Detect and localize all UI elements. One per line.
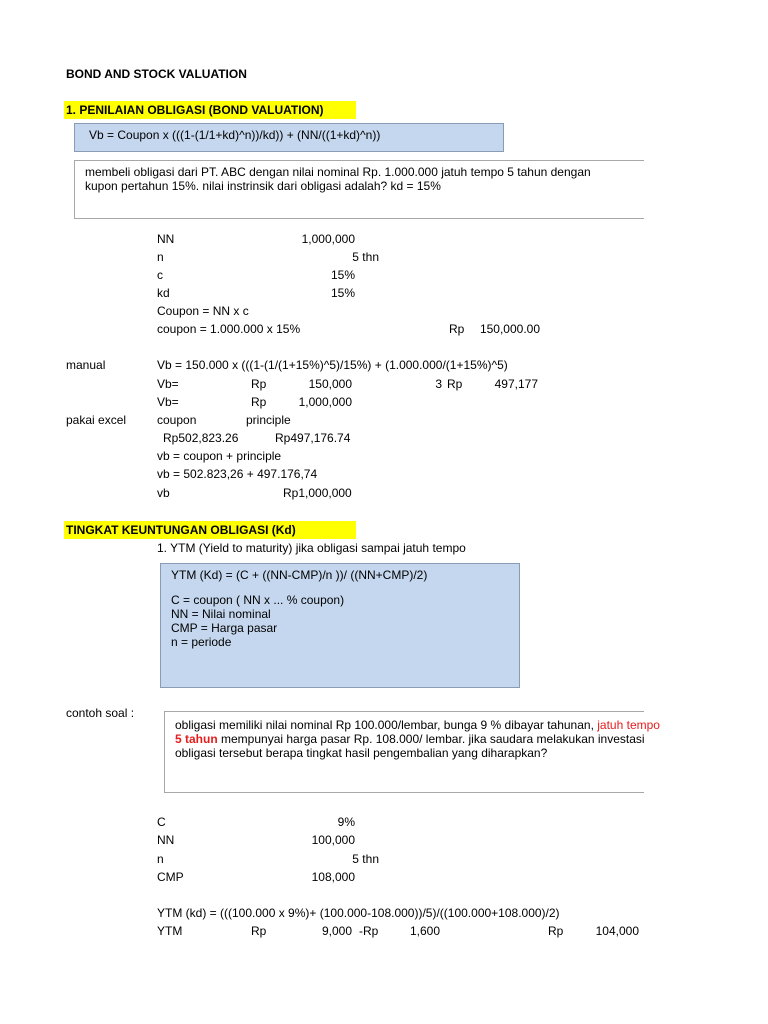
ytm-formula-line: CMP = Harga pasar: [171, 621, 278, 635]
currency-label: Rp: [251, 377, 267, 391]
example-line: [175, 718, 660, 732]
var-label: n: [157, 250, 164, 264]
currency-label: Rp: [251, 395, 267, 409]
problem-box: [74, 160, 644, 219]
currency-label: Rp: [447, 377, 463, 391]
ytm-value: 104,000: [595, 924, 639, 938]
vb-value: 497,177: [494, 377, 538, 391]
ytm-formula-box: [160, 563, 520, 688]
ytm-formula-line: C = coupon ( NN x ... % coupon): [171, 593, 345, 607]
var-label: CMP: [157, 870, 184, 884]
ytm-formula-line: NN = Nilai nominal: [171, 607, 271, 621]
var-value: 5 thn: [352, 852, 379, 866]
bond-formula: Vb = Coupon x (((1-(1/1+kd)^n))/kd)) + (NN/((1+kd)^n)): [89, 128, 381, 142]
var-label: C: [157, 815, 166, 829]
coupon-calculation: coupon = 1.000.000 x 15%: [157, 322, 301, 336]
example-label: contoh soal :: [66, 706, 135, 720]
excel-label: pakai excel: [66, 413, 127, 427]
vb-value: 150,000: [308, 377, 352, 391]
coupon-excel-value: Rp502,823.26: [163, 431, 239, 445]
vb-label: vb: [157, 486, 170, 500]
currency-label: Rp: [449, 322, 465, 336]
example-text: obligasi memiliki nilai nominal Rp 100.000/lembar, bunga 9 % dibayar tahunan,: [175, 718, 598, 732]
currency-label: -Rp: [359, 924, 379, 938]
section1-heading: 1. PENILAIAN OBLIGASI (BOND VALUATION): [66, 103, 324, 117]
var-label: NN: [157, 232, 175, 246]
manual-label: manual: [66, 358, 106, 372]
var-label: c: [157, 268, 163, 282]
problem-line: kupon pertahun 15%. nilai instrinsik dari obligasi adalah? kd = 15%: [85, 179, 441, 193]
problem-line: membeli obligasi dari PT. ABC dengan nilai nominal Rp. 1.000.000 jatuh tempo 5 tahun dengan: [85, 165, 591, 179]
coupon-value: 150,000.00: [479, 322, 540, 336]
example-emphasis: 5 tahun: [175, 732, 218, 746]
example-box: [164, 711, 660, 793]
var-label: kd: [157, 286, 170, 300]
ytm-title: 1. YTM (Yield to maturity) jika obligasi sampai jatuh tempo: [157, 541, 466, 555]
document-title: BOND AND STOCK VALUATION: [66, 67, 247, 81]
section2-heading: TINGKAT KEUNTUNGAN OBLIGASI (Kd): [66, 523, 296, 537]
vb-result: Rp1,000,000: [283, 486, 352, 500]
ytm-formula: YTM (kd) = (((100.000 x 9%)+ (100.000-108.000))/5)/((100.000+108.000)/2): [157, 906, 560, 920]
coupon-header: coupon: [157, 413, 197, 427]
var-value: 15%: [330, 268, 355, 282]
example-line: obligasi tersebut berapa tingkat hasil pengembalian yang diharapkan?: [175, 746, 548, 760]
ytm-value: 1,600: [409, 924, 440, 938]
vb-label: Vb=: [157, 377, 179, 391]
var-value: 9%: [337, 815, 355, 829]
ytm-label: YTM: [157, 924, 183, 938]
var-value: 1,000,000: [301, 232, 355, 246]
var-label: NN: [157, 833, 175, 847]
bond-formula-box: [74, 123, 504, 152]
currency-label: Rp: [251, 924, 267, 938]
vb-value: 1,000,000: [298, 395, 352, 409]
var-label: n: [157, 852, 164, 866]
principle-header: principle: [246, 413, 291, 427]
var-value: 15%: [330, 286, 355, 300]
principle-excel-value: Rp497,176.74: [275, 431, 351, 445]
vb-equation: vb = 502.823,26 + 497.176,74: [157, 467, 318, 481]
var-value: 100,000: [311, 833, 355, 847]
ytm-formula-line: n = periode: [171, 635, 232, 649]
coupon-definition: Coupon = NN x c: [157, 304, 249, 318]
var-value: 5 thn: [352, 250, 379, 264]
example-emphasis: jatuh tempo: [597, 718, 660, 732]
vb-equation: vb = coupon + principle: [157, 449, 282, 463]
var-value: 108,000: [311, 870, 355, 884]
manual-formula: Vb = 150.000 x (((1-(1/(1+15%)^5)/15%) + (1.000.000/(1+15%)^5): [157, 358, 508, 372]
ytm-formula-line: YTM (Kd) = (C + ((NN-CMP)/n ))/ ((NN+CMP)/2): [171, 568, 428, 582]
ytm-value: 9,000: [321, 924, 352, 938]
currency-label: Rp: [548, 924, 564, 938]
example-text: mempunyai harga pasar Rp. 108.000/ lembar. jika saudara melakukan investasi: [217, 732, 645, 746]
example-line: [175, 732, 645, 746]
period-value: 3: [435, 377, 442, 391]
vb-label: Vb=: [157, 395, 179, 409]
